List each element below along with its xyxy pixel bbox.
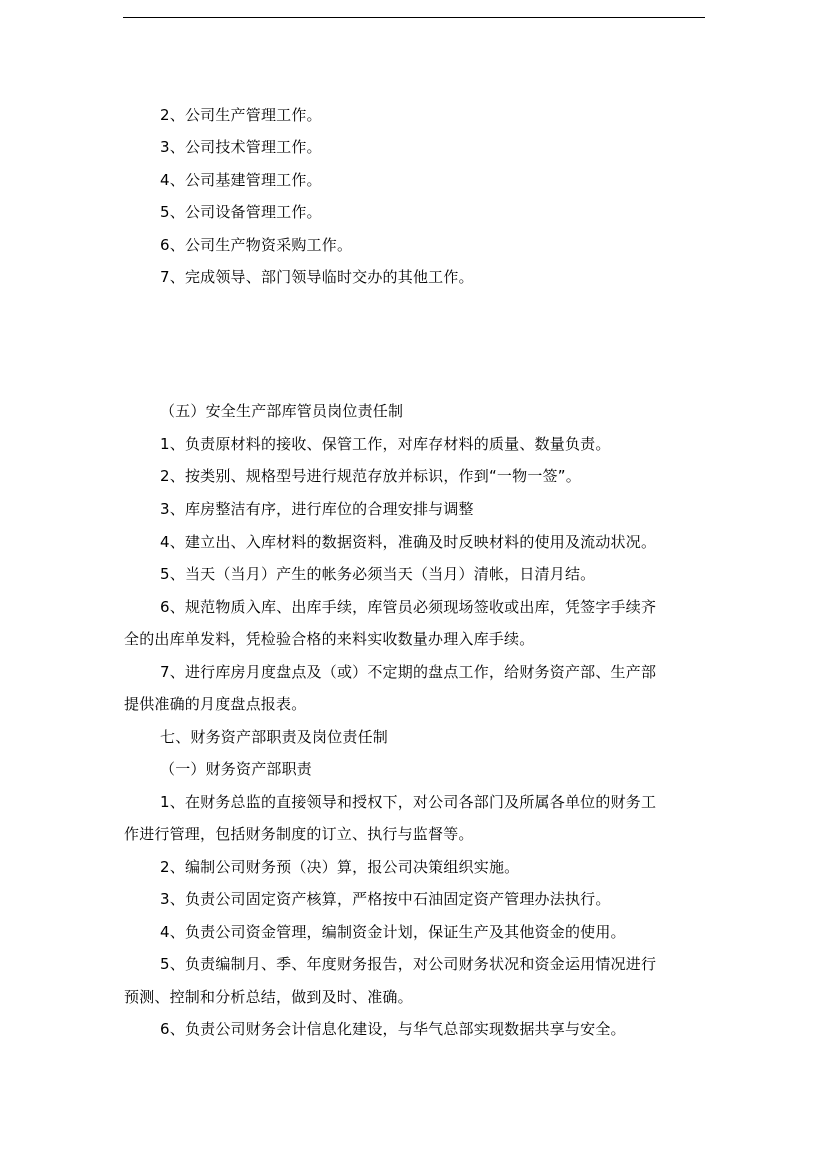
paragraph-line: 4、建立出、入库材料的数据资料，准确及时反映材料的使用及流动状况。 [160,533,657,551]
chapter-heading: 七、财务资产部职责及岗位责任制 [160,728,389,746]
paragraph-line: 全的出库单发料，凭检验合格的来料实收数量办理入库手续。 [124,630,535,648]
list-item: 4、公司基建管理工作。 [160,171,322,189]
paragraph-line: 6、负责公司财务会计信息化建设，与华气总部实现数据共享与安全。 [160,1020,626,1038]
section-heading: （一）财务资产部职责 [160,760,313,778]
paragraph-line: 1、负责原材料的接收、保管工作，对库存材料的质量、数量负责。 [160,435,611,453]
list-item: 5、公司设备管理工作。 [160,203,322,221]
paragraph-line: 3、负责公司固定资产核算，严格按中石油固定资产管理办法执行。 [160,890,611,908]
list-item: 7、完成领导、部门领导临时交办的其他工作。 [160,268,474,286]
list-item: 2、公司生产管理工作。 [160,106,322,124]
paragraph-line: 6、规范物质入库、出库手续，库管员必须现场签收或出库，凭签字手续齐 [160,598,657,616]
paragraph-line: 2、编制公司财务预（决）算，报公司决策组织实施。 [160,858,520,876]
list-item: 6、公司生产物资采购工作。 [160,236,353,254]
paragraph-line: 1、在财务总监的直接领导和授权下，对公司各部门及所属各单位的财务工 [160,793,657,811]
paragraph-line: 预测、控制和分析总结，做到及时、准确。 [124,988,413,1006]
paragraph-line: 2、按类别、规格型号进行规范存放并标识，作到“一物一签”。 [160,467,581,485]
paragraph-line: 7、进行库房月度盘点及（或）不定期的盘点工作，给财务资产部、生产部 [160,663,657,681]
paragraph-line: 作进行管理，包括财务制度的订立、执行与监督等。 [124,825,474,843]
paragraph-line: 5、负责编制月、季、年度财务报告，对公司财务状况和资金运用情况进行 [160,955,657,973]
paragraph-line: 3、库房整洁有序，进行库位的合理安排与调整 [160,500,474,518]
header-rule [123,17,705,18]
section-heading: （五）安全生产部库管员岗位责任制 [160,402,404,420]
paragraph-line: 5、当天（当月）产生的帐务必须当天（当月）清帐，日清月结。 [160,565,596,583]
paragraph-line: 提供准确的月度盘点报表。 [124,695,307,713]
list-item: 3、公司技术管理工作。 [160,138,322,156]
paragraph-line: 4、负责公司资金管理，编制资金计划，保证生产及其他资金的使用。 [160,923,626,941]
